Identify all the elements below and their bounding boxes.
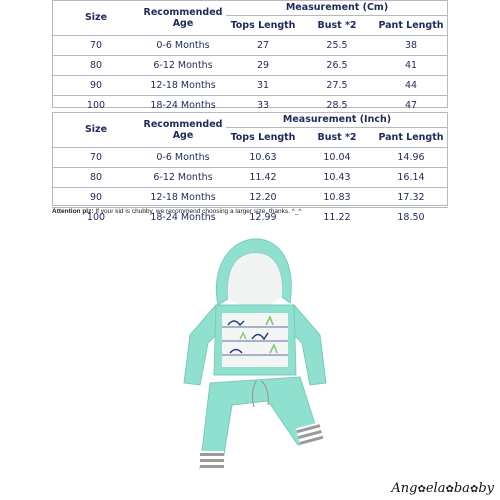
cell-bust: 10.43 (300, 168, 374, 188)
cell-age: 12-18 Months (140, 188, 226, 208)
cell-size: 100 (86, 212, 106, 223)
header-recommended-age: Recommended Age (140, 0, 226, 36)
cell-pant: 14.96 (374, 148, 448, 168)
cell-size: 90 (52, 188, 140, 208)
paw-icon: ✿ (445, 484, 454, 495)
cell-pant: 44 (374, 76, 448, 96)
cell-size: 70 (52, 148, 140, 168)
cell-pant: 16.14 (374, 168, 448, 188)
cell-pant: 38 (374, 36, 448, 56)
watermark-part: ela (425, 481, 446, 496)
attention-label: Attention plz: (52, 208, 94, 215)
cell-tops: 33 (256, 100, 270, 111)
cell-bust: 28.5 (326, 100, 348, 111)
header-measurement: Measurement (Inch) (226, 112, 448, 128)
cell-age: 0-6 Months (140, 148, 226, 168)
attention-text: If your kid is chubby, we recommend choosing a larger size, thanks. ^_^ (93, 208, 302, 215)
watermark-part: ba (453, 481, 470, 496)
cell-age: 18-24 Months (150, 100, 216, 111)
header-size: Size (52, 112, 140, 148)
cell-bust: 10.83 (300, 188, 374, 208)
cell-tops: 31 (226, 76, 300, 96)
paw-icon: ✿ (417, 484, 426, 495)
cell-bust: 10.04 (300, 148, 374, 168)
cell-bust: 11.22 (323, 212, 351, 223)
cell-age: 12-18 Months (140, 76, 226, 96)
cell-age: 18-24 Months (150, 212, 216, 223)
table-row (52, 56, 448, 76)
size-chart-cm (52, 0, 448, 115)
cell-pant: 17.32 (374, 188, 448, 208)
header-pant-length: Pant Length (374, 128, 448, 148)
cell-size: 90 (52, 76, 140, 96)
cell-size: 70 (52, 36, 140, 56)
watermark (391, 481, 494, 496)
cell-age: 6-12 Months (140, 56, 226, 76)
cell-size: 100 (86, 100, 106, 111)
table-row (52, 148, 448, 168)
cell-tops: 29 (226, 56, 300, 76)
cell-pant: 18.50 (397, 212, 425, 223)
attention-note (52, 208, 301, 215)
header-size: Size (52, 0, 140, 36)
cell-pant: 41 (374, 56, 448, 76)
outfit-image (170, 235, 340, 485)
header-pant-length: Pant Length (374, 16, 448, 36)
header-bust: Bust *2 (300, 128, 374, 148)
watermark-part: Ang (391, 481, 418, 496)
header-tops-length: Tops Length (226, 16, 300, 36)
table-row (52, 36, 448, 56)
table-row (52, 168, 448, 188)
cell-tops: 12.20 (226, 188, 300, 208)
cell-bust: 27.5 (300, 76, 374, 96)
header-recommended-age: Recommended Age (140, 112, 226, 148)
cell-tops: 27 (226, 36, 300, 56)
cell-age: 0-6 Months (140, 36, 226, 56)
header-bust: Bust *2 (300, 16, 374, 36)
paw-icon: ✿ (469, 484, 479, 495)
header-measurement: Measurement (Cm) (226, 0, 448, 16)
cell-tops: 11.42 (226, 168, 300, 188)
cell-size: 80 (52, 168, 140, 188)
cell-age: 6-12 Months (140, 168, 226, 188)
header-tops-length: Tops Length (226, 128, 300, 148)
cell-bust: 26.5 (300, 56, 374, 76)
cell-pant: 47 (404, 100, 418, 111)
table-row (52, 188, 448, 208)
cell-tops: 12.99 (249, 212, 277, 223)
stripe-cuff-left (200, 451, 224, 471)
cell-tops: 10.63 (226, 148, 300, 168)
table-row (52, 76, 448, 96)
cell-size: 80 (52, 56, 140, 76)
watermark-part: by (478, 481, 494, 496)
cell-bust: 25.5 (300, 36, 374, 56)
